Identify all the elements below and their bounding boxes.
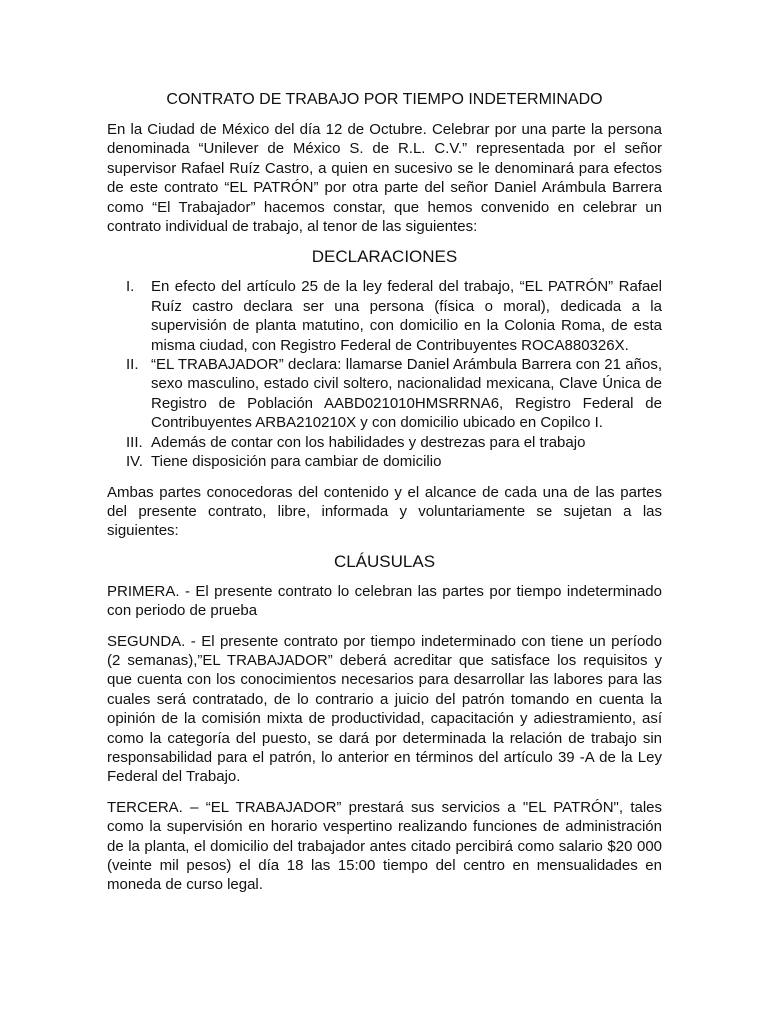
clause-primera: PRIMERA. - El presente contrato lo celebran las partes por tiempo indeterminado con periodo de prueba <box>107 582 662 620</box>
clause-tercera: TERCERA. – “EL TRABAJADOR” prestará sus servicios a "EL PATRÓN", tales como la supervisión en horario vespertino realizando funciones de administración de la planta, el domicilio del trabajador antes citado percibirá como salario $20 000 (veinte mil pesos) el día 18 las 15:00 tiempo del centro en mensualidades en moneda de curso legal. <box>107 798 662 894</box>
intro-paragraph: En la Ciudad de México del día 12 de Octubre. Celebrar por una parte la persona denominada “Unilever de México S. de R.L. C.V.” representada por el señor supervisor Rafael Ruíz Castro, a quien en sucesivo se le denominará para efectos de este contrato “EL PATRÓN” por otra parte del señor Daniel Arámbula Barrera como “El Trabajador” hacemos constar, que hemos convenido en celebrar un contrato individual de trabajo, al tenor de las siguientes: <box>107 121 662 236</box>
declaration-item <box>107 433 662 452</box>
declaration-text: En efecto del artículo 25 de la ley federal del trabajo, “EL PATRÓN” Rafael Ruíz castro declara ser una persona (física o moral), dedicada a la supervisión de planta matutino, con domicilio en la Colonia Roma, de esta misma ciudad, con Registro Federal de Contribuyentes ROCA880326X. <box>151 278 662 354</box>
declaration-number: I. <box>126 278 135 296</box>
clause-segunda: SEGUNDA. - El presente contrato por tiempo indeterminado con tiene un período (2 semanas),”EL TRABAJADOR” deberá acreditar que satisface los requisitos y que cuenta con los conocimientos necesarios para desarrollar las labores para las cuales será contratado, de lo contrario a juicio del patrón tomando en cuenta la opinión de la comisión mixta de productividad, capacitación y adiestramiento, así como la categoría del puesto, se dará por determinada la relación de trabajo sin responsabilidad para el patrón, lo anterior en términos del artículo 39 -A de la Ley Federal del Trabajo. <box>107 632 662 786</box>
declaration-text: Además de contar con los habilidades y destrezas para el trabajo <box>151 433 586 451</box>
declaration-text: Tiene disposición para cambiar de domicilio <box>151 453 442 471</box>
declarations-heading: DECLARACIONES <box>311 247 458 267</box>
declarations-list <box>107 277 662 471</box>
clauses-heading: CLÁUSULAS <box>333 551 436 571</box>
declaration-text: “EL TRABAJADOR” declara: llamarse Daniel Arámbula Barrera con 21 años, sexo masculino, estado civil soltero, nacionalidad mexicana, Clave Única de Registro de Población AABD021010HMSRRNA6, Registro Federal de Contribuyentes ARBA210210X y con domicilio ubicado en Copilco I. <box>151 356 662 432</box>
declaration-number: III. <box>126 433 143 451</box>
declaration-item <box>107 355 662 433</box>
declaration-item <box>107 277 662 355</box>
after-declarations-paragraph: Ambas partes conocedoras del contenido y el alcance de cada una de las partes del presente contrato, libre, informada y voluntariamente se sujetan a las siguientes: <box>107 483 662 540</box>
declaration-number: IV. <box>126 453 143 471</box>
document-title: CONTRATO DE TRABAJO POR TIEMPO INDETERMINADO <box>166 91 603 108</box>
declaration-item <box>107 452 662 471</box>
declaration-number: II. <box>126 356 139 374</box>
